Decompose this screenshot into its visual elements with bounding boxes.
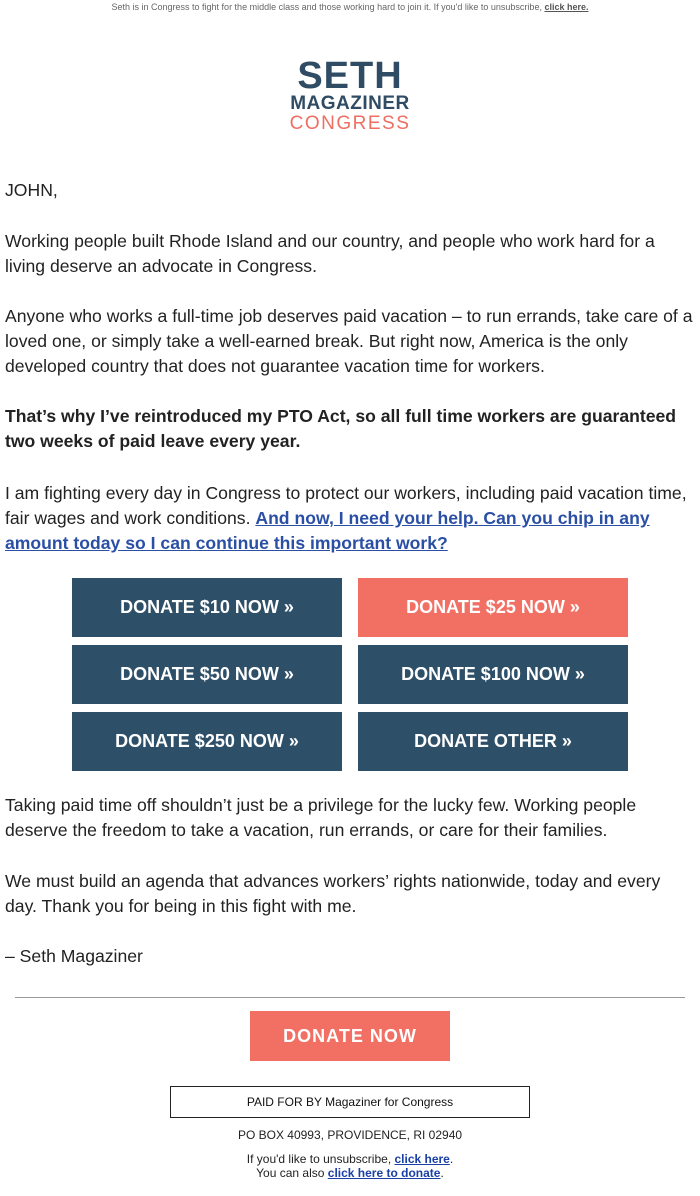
logo [0, 55, 700, 134]
greeting: JOHN, [5, 180, 58, 200]
donate-now-button[interactable]: DONATE NOW [250, 1011, 450, 1061]
paragraph-3: That’s why I’ve reintroduced my PTO Act, so all full time workers are guaranteed two weeks of paid leave every year. [5, 406, 677, 451]
paragraph-4-text: I am fighting every day in Congress to protect our workers, including paid vacation time, fair wages and work conditions. [5, 483, 687, 528]
donate-100-button[interactable]: DONATE $100 NOW » [358, 645, 628, 704]
signature: – Seth Magaziner [5, 946, 143, 966]
donate-other-button[interactable]: DONATE OTHER » [358, 712, 628, 771]
paragraph-6: We must build an agenda that advances workers’ rights nationwide, today and every day. Thank you for being in this fight with me. [5, 871, 661, 916]
logo-magaziner: MAGAZINER [290, 93, 410, 114]
paragraph-1: Working people built Rhode Island and our country, and people who work hard for a living deserve an advocate in Congress. [5, 231, 655, 276]
logo-seth: SETH [297, 55, 403, 97]
footer-unsubscribe-text: If you'd like to unsubscribe, [246, 1152, 395, 1166]
donate-250-button[interactable]: DONATE $250 NOW » [72, 712, 342, 771]
footer-donate-line [0, 1166, 700, 1180]
preheader-text: Seth is in Congress to fight for the middle class and those working hard to join it. If you'd like to unsubscribe, [111, 2, 545, 12]
divider [15, 997, 685, 998]
footer-unsubscribe-period: . [449, 1152, 454, 1166]
chip-in-link[interactable]: And now, I need your help. Can you chip in any amount today so I can continue this important work? [5, 508, 650, 553]
mailing-address: PO BOX 40993, PROVIDENCE, RI 02940 [237, 1128, 463, 1142]
footer-donate-text: You can also [256, 1166, 328, 1180]
footer-unsubscribe-link[interactable]: click here [394, 1152, 450, 1166]
paid-for-box [170, 1086, 530, 1118]
footer-donate-period: . [440, 1166, 444, 1180]
donate-50-button[interactable]: DONATE $50 NOW » [72, 645, 342, 704]
preheader-unsubscribe-link[interactable]: click here. [544, 2, 589, 12]
donate-10-button[interactable]: DONATE $10 NOW » [72, 578, 342, 637]
paid-for-text: PAID FOR BY Magaziner for Congress [246, 1095, 454, 1109]
paragraph-4 [5, 481, 697, 556]
donate-25-button[interactable]: DONATE $25 NOW » [358, 578, 628, 637]
logo-congress: CONGRESS [289, 113, 411, 134]
paragraph-5: Taking paid time off shouldn’t just be a privilege for the lucky few. Working people deserve the freedom to take a vacation, run errands, or care for their families. [5, 795, 637, 840]
paragraph-2: Anyone who works a full-time job deserves paid vacation – to run errands, take care of a loved one, or simply take a well-earned break. But right now, America is the only developed country that does not guarantee vacation time for workers. [5, 306, 693, 376]
footer-unsubscribe-line [0, 1152, 700, 1166]
preheader [0, 0, 700, 14]
footer-donate-link[interactable]: click here to donate [327, 1166, 441, 1180]
